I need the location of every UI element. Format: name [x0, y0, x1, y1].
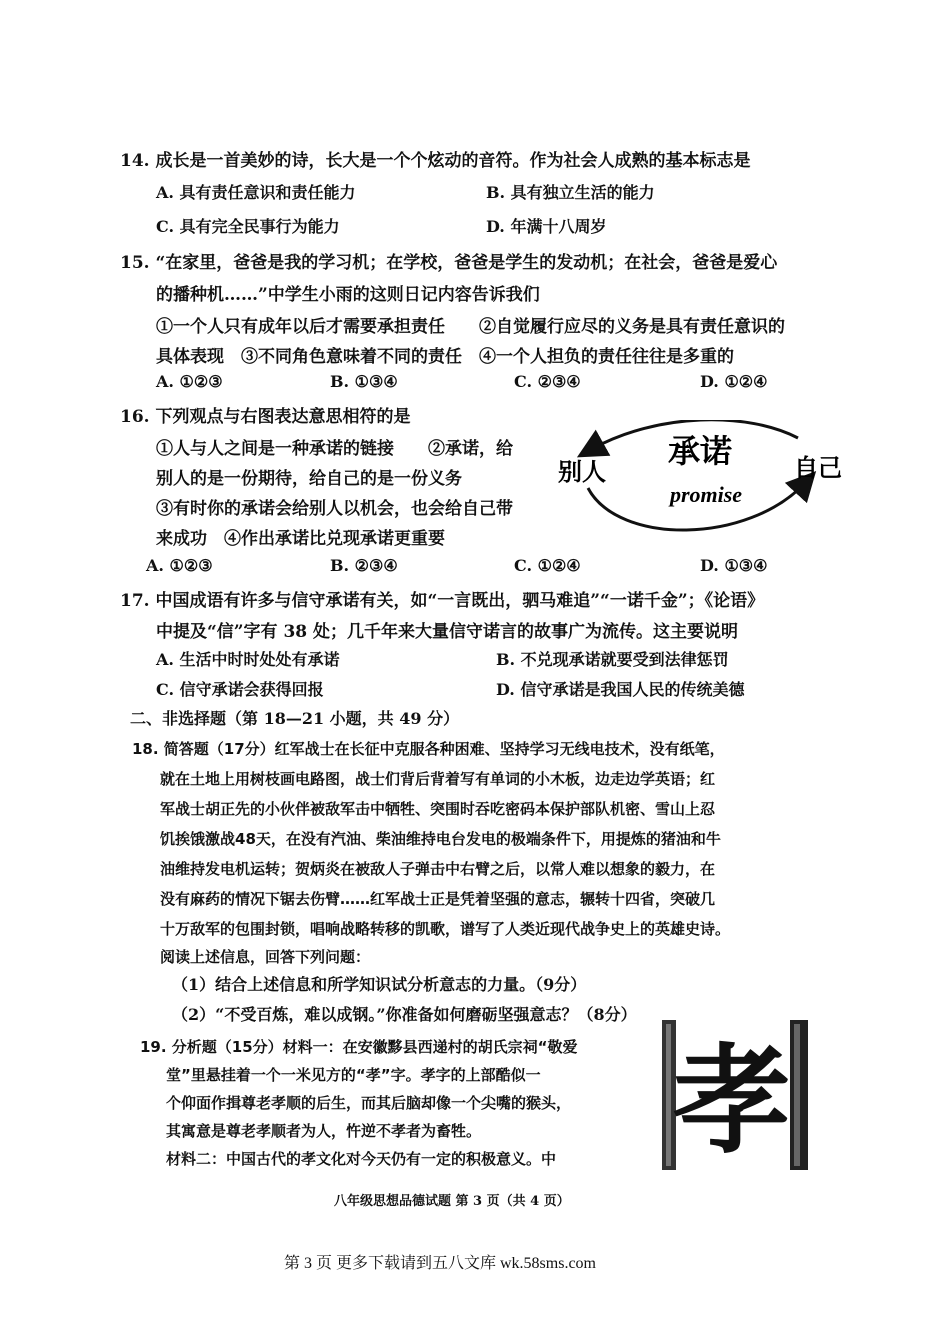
q18-line-8: 阅读上述信息，回答下列问题：: [160, 948, 371, 966]
q16-statement-line-2: 别人的是一份期待，给自己的是一份义务: [156, 469, 462, 489]
q14-option-c: C. 具有完全民事行为能力: [156, 217, 340, 236]
page-footer-label: 八年级思想品德试题 第 3 页（共 4 页）: [334, 1194, 570, 1209]
promise-diagram: [548, 420, 848, 550]
q15-stem-line-2: 的播种机……”中学生小雨的这则日记内容告诉我们: [156, 285, 540, 305]
q18-line-3: 军战士胡正先的小伙伴被敌军击中牺牲、突围时吞吃密码本保护部队机密、雪山上忍: [160, 800, 716, 818]
q18-line-6: 没有麻药的情况下锯去伤臂……红军战士正是凭着坚强的意志，辗转十四省，突破几: [160, 890, 716, 908]
q15-stem-line-1: 15. “在家里，爸爸是我的学习机；在学校，爸爸是学生的发动机；在社会，爸爸是爱心: [120, 253, 778, 273]
q19-line-1: 19. 分析题（15分）材料一：在安徽黟县西递村的胡氏宗祠“敬爱: [140, 1038, 578, 1056]
q16-option-b: B. ②③④: [330, 556, 398, 575]
q19-line-2: 堂”里悬挂着一个一米见方的“孝”字。孝字的上部酷似一: [166, 1066, 541, 1084]
diagram-sub-label: promise: [669, 482, 743, 507]
q18-line-7: 十万敌军的包围封锁，唱响战略转移的凯歌，谱写了人类近现代战争史上的英雄史诗。: [160, 920, 731, 938]
q19-line-3: 个仰面作揖尊老孝顺的后生，而其后脑却像一个尖嘴的猴头，: [166, 1094, 572, 1112]
q18-line-5: 油维持发电机运转；贺炳炎在被敌人子弹击中右臂之后，以常人难以想象的毅力，在: [160, 860, 716, 878]
q16-stem: 16. 下列观点与右图表达意思相符的是: [120, 407, 411, 427]
plaque-character: 孝: [672, 1031, 792, 1170]
xiao-character-plaque: [660, 1020, 820, 1170]
q16-statement-line-3: ③有时你的承诺会给别人以机会，也会给自己带: [156, 499, 513, 519]
q14-option-a: A. 具有责任意识和责任能力: [156, 183, 356, 202]
q17-option-c: C. 信守承诺会获得回报: [156, 680, 324, 699]
q17-option-a: A. 生活中时时处处有承诺: [156, 650, 340, 669]
q18-sub-question-1: （1）结合上述信息和所学知识试分析意志的力量。（9分）: [172, 975, 587, 994]
download-footer: 第 3 页 更多下载请到五八文库 wk.58sms.com: [284, 1255, 597, 1272]
q15-option-d: D. ①②④: [700, 372, 768, 391]
q18-line-1: 18. 简答题（17分）红军战士在长征中克服各种困难、坚持学习无线电技术，没有纸笔，: [132, 740, 725, 758]
q17-stem-line-2: 中提及“信”字有 38 处；几千年来大量信守诺言的故事广为流传。这主要说明: [156, 622, 739, 642]
diagram-center-label: 承诺: [667, 432, 733, 470]
q16-option-a: A. ①②③: [146, 556, 213, 575]
q15-option-a: A. ①②③: [156, 372, 223, 391]
q17-stem-line-1: 17. 中国成语有许多与信守承诺有关，如“一言既出，驷马难追”“一诺千金”；《论语》: [120, 591, 765, 611]
q14-option-b: B. 具有独立生活的能力: [486, 183, 655, 202]
section-2-heading: 二、非选择题（第 18—21 小题，共 49 分）: [130, 709, 460, 728]
diagram-left-label: 别人: [558, 457, 606, 486]
q15-option-c: C. ②③④: [514, 372, 581, 391]
plaque-right-inner: [794, 1024, 800, 1166]
q17-option-b: B. 不兑现承诺就要受到法律惩罚: [496, 650, 729, 669]
q14-stem: 14. 成长是一首美妙的诗，长大是一个个炫动的音符。作为社会人成熟的基本标志是: [120, 151, 751, 171]
q17-option-d: D. 信守承诺是我国人民的传统美德: [496, 680, 745, 699]
plaque-left-inner: [666, 1024, 671, 1166]
q16-option-d: D. ①③④: [700, 556, 768, 575]
q18-sub-question-2: （2）“不受百炼，难以成钢。”你准备如何磨砺坚强意志？（8分）: [172, 1005, 637, 1024]
q19-line-5: 材料二：中国古代的孝文化对今天仍有一定的积极意义。中: [166, 1150, 557, 1168]
diagram-right-label: 自己: [794, 453, 842, 482]
q15-option-b: B. ①③④: [330, 372, 398, 391]
q15-statement-line-2: 具体表现 ③不同角色意味着不同的责任 ④一个人担负的责任往往是多重的: [156, 347, 734, 367]
q16-statement-line-4: 来成功 ④作出承诺比兑现承诺更重要: [156, 529, 445, 549]
q16-option-c: C. ①②④: [514, 556, 581, 575]
q18-line-4: 饥挨饿激战48天，在没有汽油、柴油维持电台发电的极端条件下，用提炼的猪油和牛: [160, 830, 721, 848]
q15-statement-line-1: ①一个人只有成年以后才需要承担责任 ②自觉履行应尽的义务是具有责任意识的: [156, 317, 785, 337]
q14-option-d: D. 年满十八周岁: [486, 217, 607, 236]
q16-statement-line-1: ①人与人之间是一种承诺的链接 ②承诺，给: [156, 439, 513, 459]
q18-line-2: 就在土地上用树枝画电路图，战士们背后背着写有单词的小木板，边走边学英语；红: [160, 770, 716, 788]
q19-line-4: 其寓意是尊老孝顺者为人，忤逆不孝者为畜牲。: [166, 1122, 482, 1140]
